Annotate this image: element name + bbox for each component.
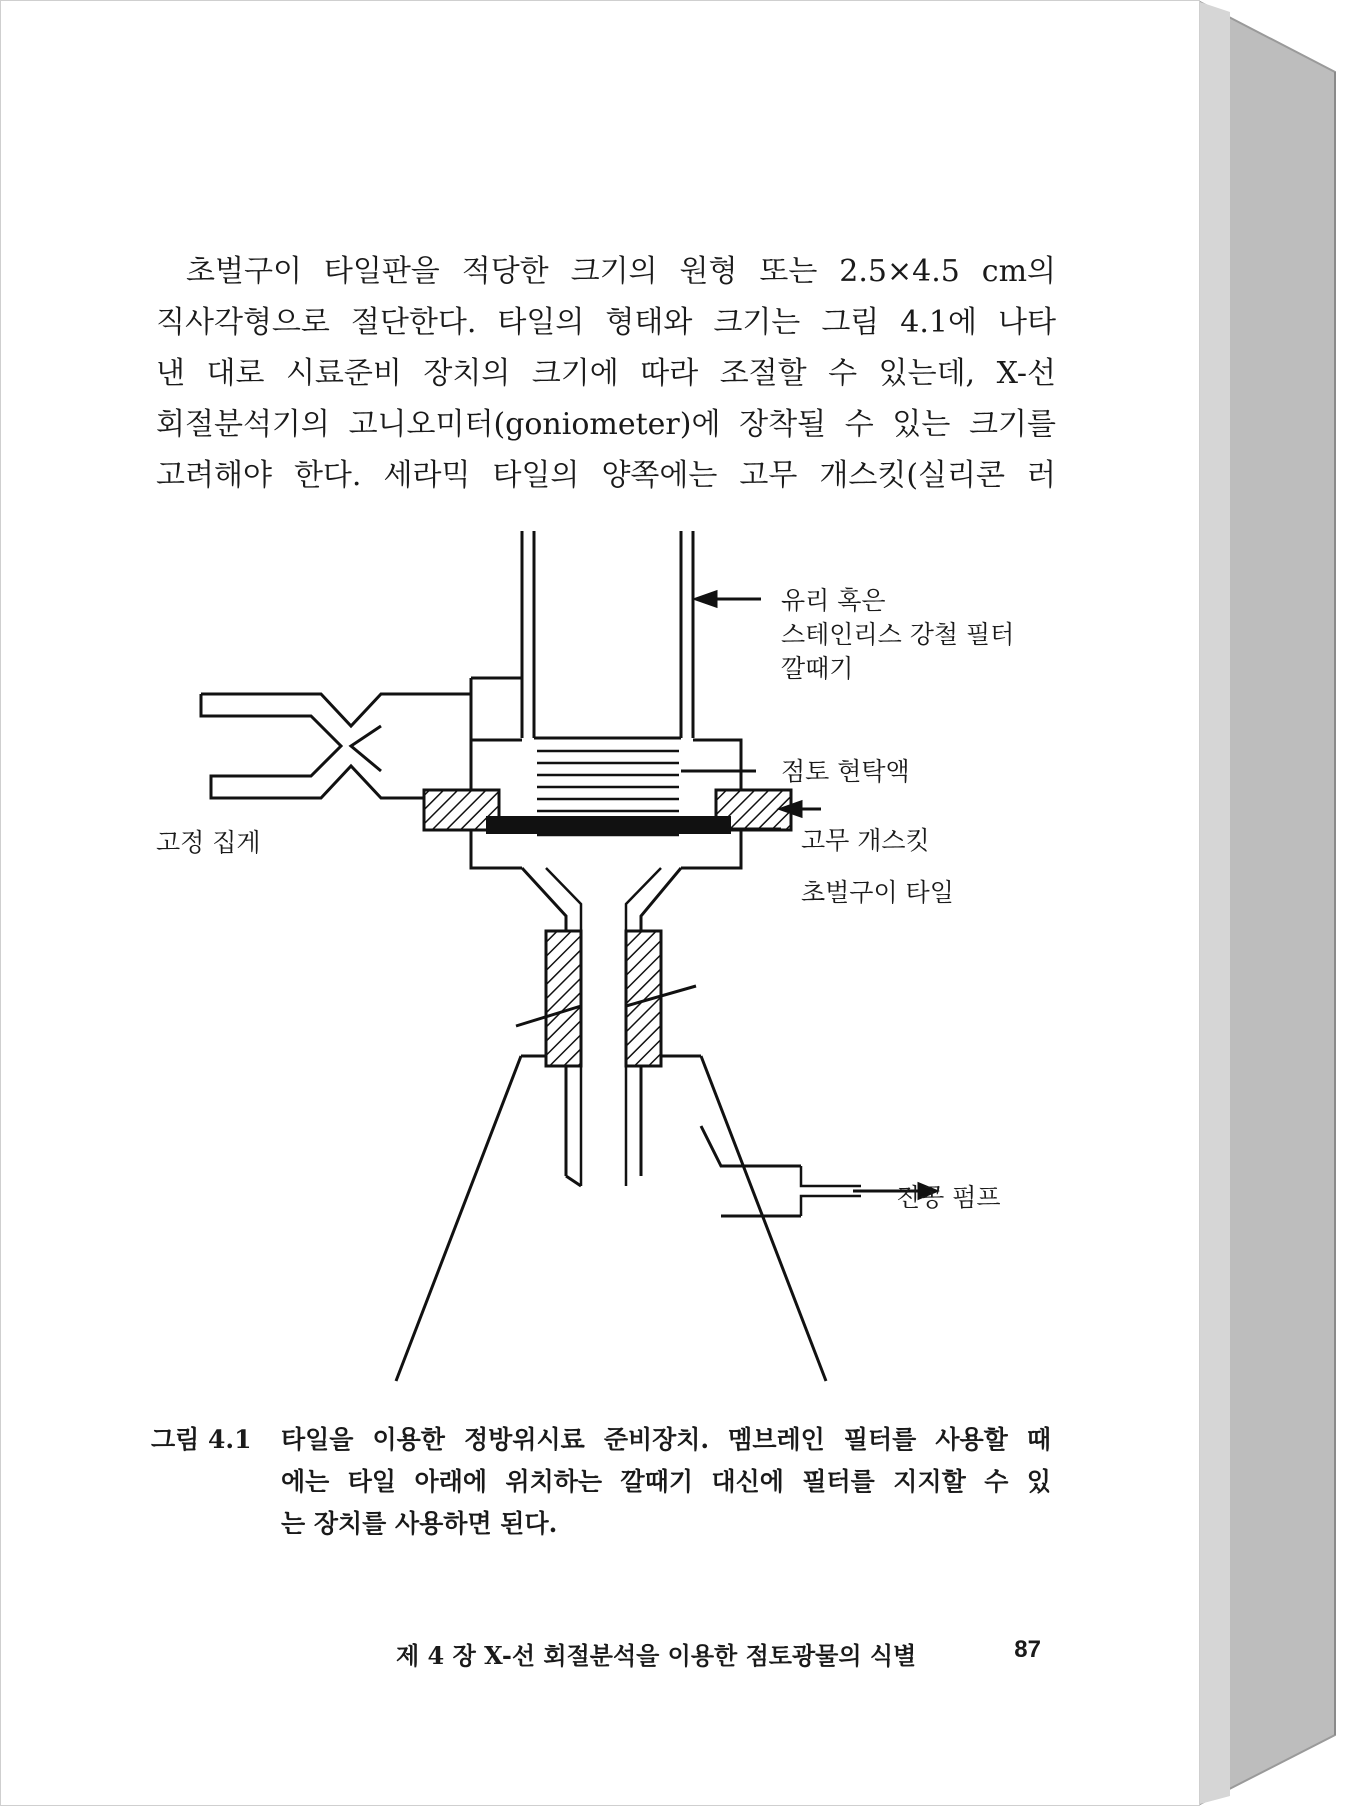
ceramic-tile: [486, 816, 731, 834]
stopper-left: [546, 931, 581, 1066]
page-number: 87: [1014, 1636, 1041, 1663]
paragraph-line: 초벌구이 타일판을 적당한 크기의 원형 또는 2.5×4.5 cm의: [186, 254, 1056, 289]
label-rubber-gasket: 고무 개스킷: [801, 826, 930, 855]
paragraph-line: 직사각형으로 절단한다. 타일의 형태와 크기는 그림 4.1에 나타: [156, 305, 1056, 340]
apparatus-drawing: [141, 526, 1081, 1396]
caption-line: 타일을 이용한 정방위시료 준비장치. 멤브레인 필터를 사용할 때: [281, 1425, 1051, 1454]
paragraph-line: 고려해야 한다. 세라믹 타일의 양쪽에는 고무 개스킷(실리콘 러: [156, 458, 1056, 493]
apparatus-figure: [141, 526, 1081, 1396]
clamp: [201, 694, 471, 798]
paragraph-line: 회절분석기의 고니오미터(goniometer)에 장착될 수 있는 크기를: [156, 407, 1056, 442]
running-head: 제 4 장 X-선 회절분석을 이용한 점토광물의 식별: [396, 1641, 917, 1670]
running-footer: [396, 1636, 1041, 1671]
filter-funnel: [522, 531, 693, 738]
paragraph-line: 낸 대로 시료준비 장치의 크기에 따라 조절할 수 있는데, X-선: [156, 356, 1056, 391]
label-ceramic-tile: 초벌구이 타일: [801, 878, 954, 907]
caption-line: 는 장치를 사용하면 된다.: [281, 1509, 558, 1538]
caption-number: 그림 4.1: [151, 1425, 252, 1454]
label-clamp: 고정 집게: [156, 828, 261, 857]
label-vacuum-pump: 진공 펌프: [896, 1183, 1001, 1212]
body-paragraph: [156, 246, 1056, 501]
label-funnel-1: 유리 혹은: [781, 586, 886, 615]
label-funnel-2: 스테인리스 강철 필터: [781, 620, 1015, 649]
caption-line: 에는 타일 아래에 위치하는 깔때기 대신에 필터를 지지할 수 있: [281, 1467, 1051, 1496]
label-clay-suspension: 점토 현탁액: [781, 757, 910, 786]
label-funnel-3: 깔때기: [781, 654, 854, 683]
